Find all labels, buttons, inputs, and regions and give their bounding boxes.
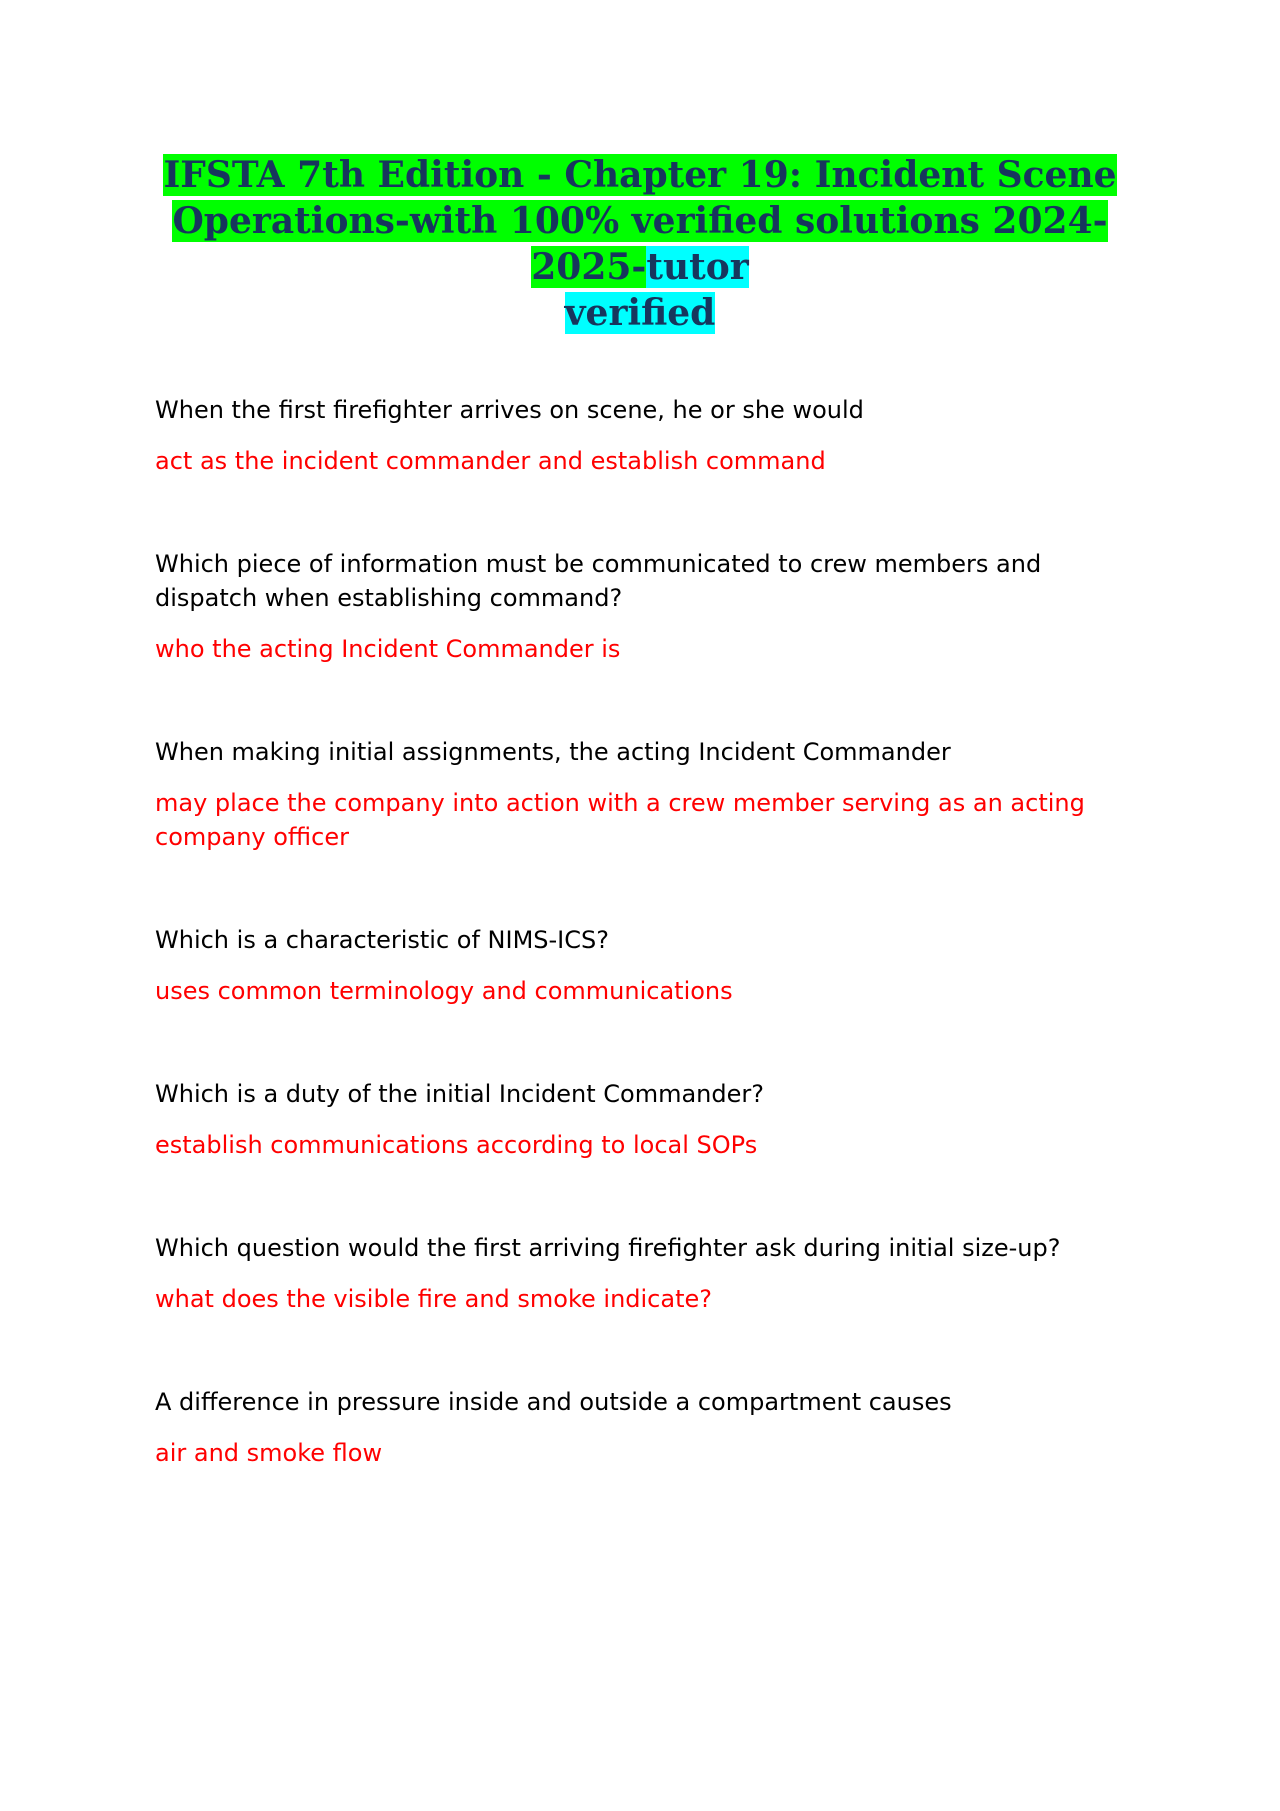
qa-item xyxy=(155,547,1135,666)
qa-list xyxy=(155,393,1135,1539)
answer-text: may place the company into action with a crew member serving as an acting company officer xyxy=(155,789,1085,851)
question-text: Which is a characteristic of NIMS-ICS? xyxy=(155,926,609,954)
title-cyan-highlight-2: verified xyxy=(564,292,716,334)
qa-item xyxy=(155,735,1135,854)
title-green-highlight: IFSTA 7th Edition - Chapter 19: Incident Scene Operations-with 100% verified solutions 2024-2025- xyxy=(163,154,1117,288)
qa-item xyxy=(155,1231,1135,1316)
qa-item xyxy=(155,393,1135,478)
question-text: Which piece of information must be communicated to crew members and dispatch when establishing command? xyxy=(155,550,1042,612)
title-cyan-highlight-1: tutor xyxy=(646,246,749,288)
qa-item xyxy=(155,923,1135,1008)
document-title xyxy=(150,152,1130,336)
answer-text: air and smoke flow xyxy=(155,1439,383,1467)
qa-item xyxy=(155,1077,1135,1162)
question-text: A difference in pressure inside and outside a compartment causes xyxy=(155,1388,952,1416)
question-text: When making initial assignments, the acting Incident Commander xyxy=(155,738,951,766)
question-text: Which question would the first arriving firefighter ask during initial size-up? xyxy=(155,1234,1061,1262)
question-text: When the first firefighter arrives on scene, he or she would xyxy=(155,396,864,424)
answer-text: establish communications according to local SOPs xyxy=(155,1131,758,1159)
answer-text: who the acting Incident Commander is xyxy=(155,635,621,663)
question-text: Which is a duty of the initial Incident Commander? xyxy=(155,1080,764,1108)
answer-text: act as the incident commander and establish command xyxy=(155,447,826,475)
qa-item xyxy=(155,1385,1135,1470)
answer-text: what does the visible fire and smoke indicate? xyxy=(155,1285,712,1313)
answer-text: uses common terminology and communications xyxy=(155,977,733,1005)
